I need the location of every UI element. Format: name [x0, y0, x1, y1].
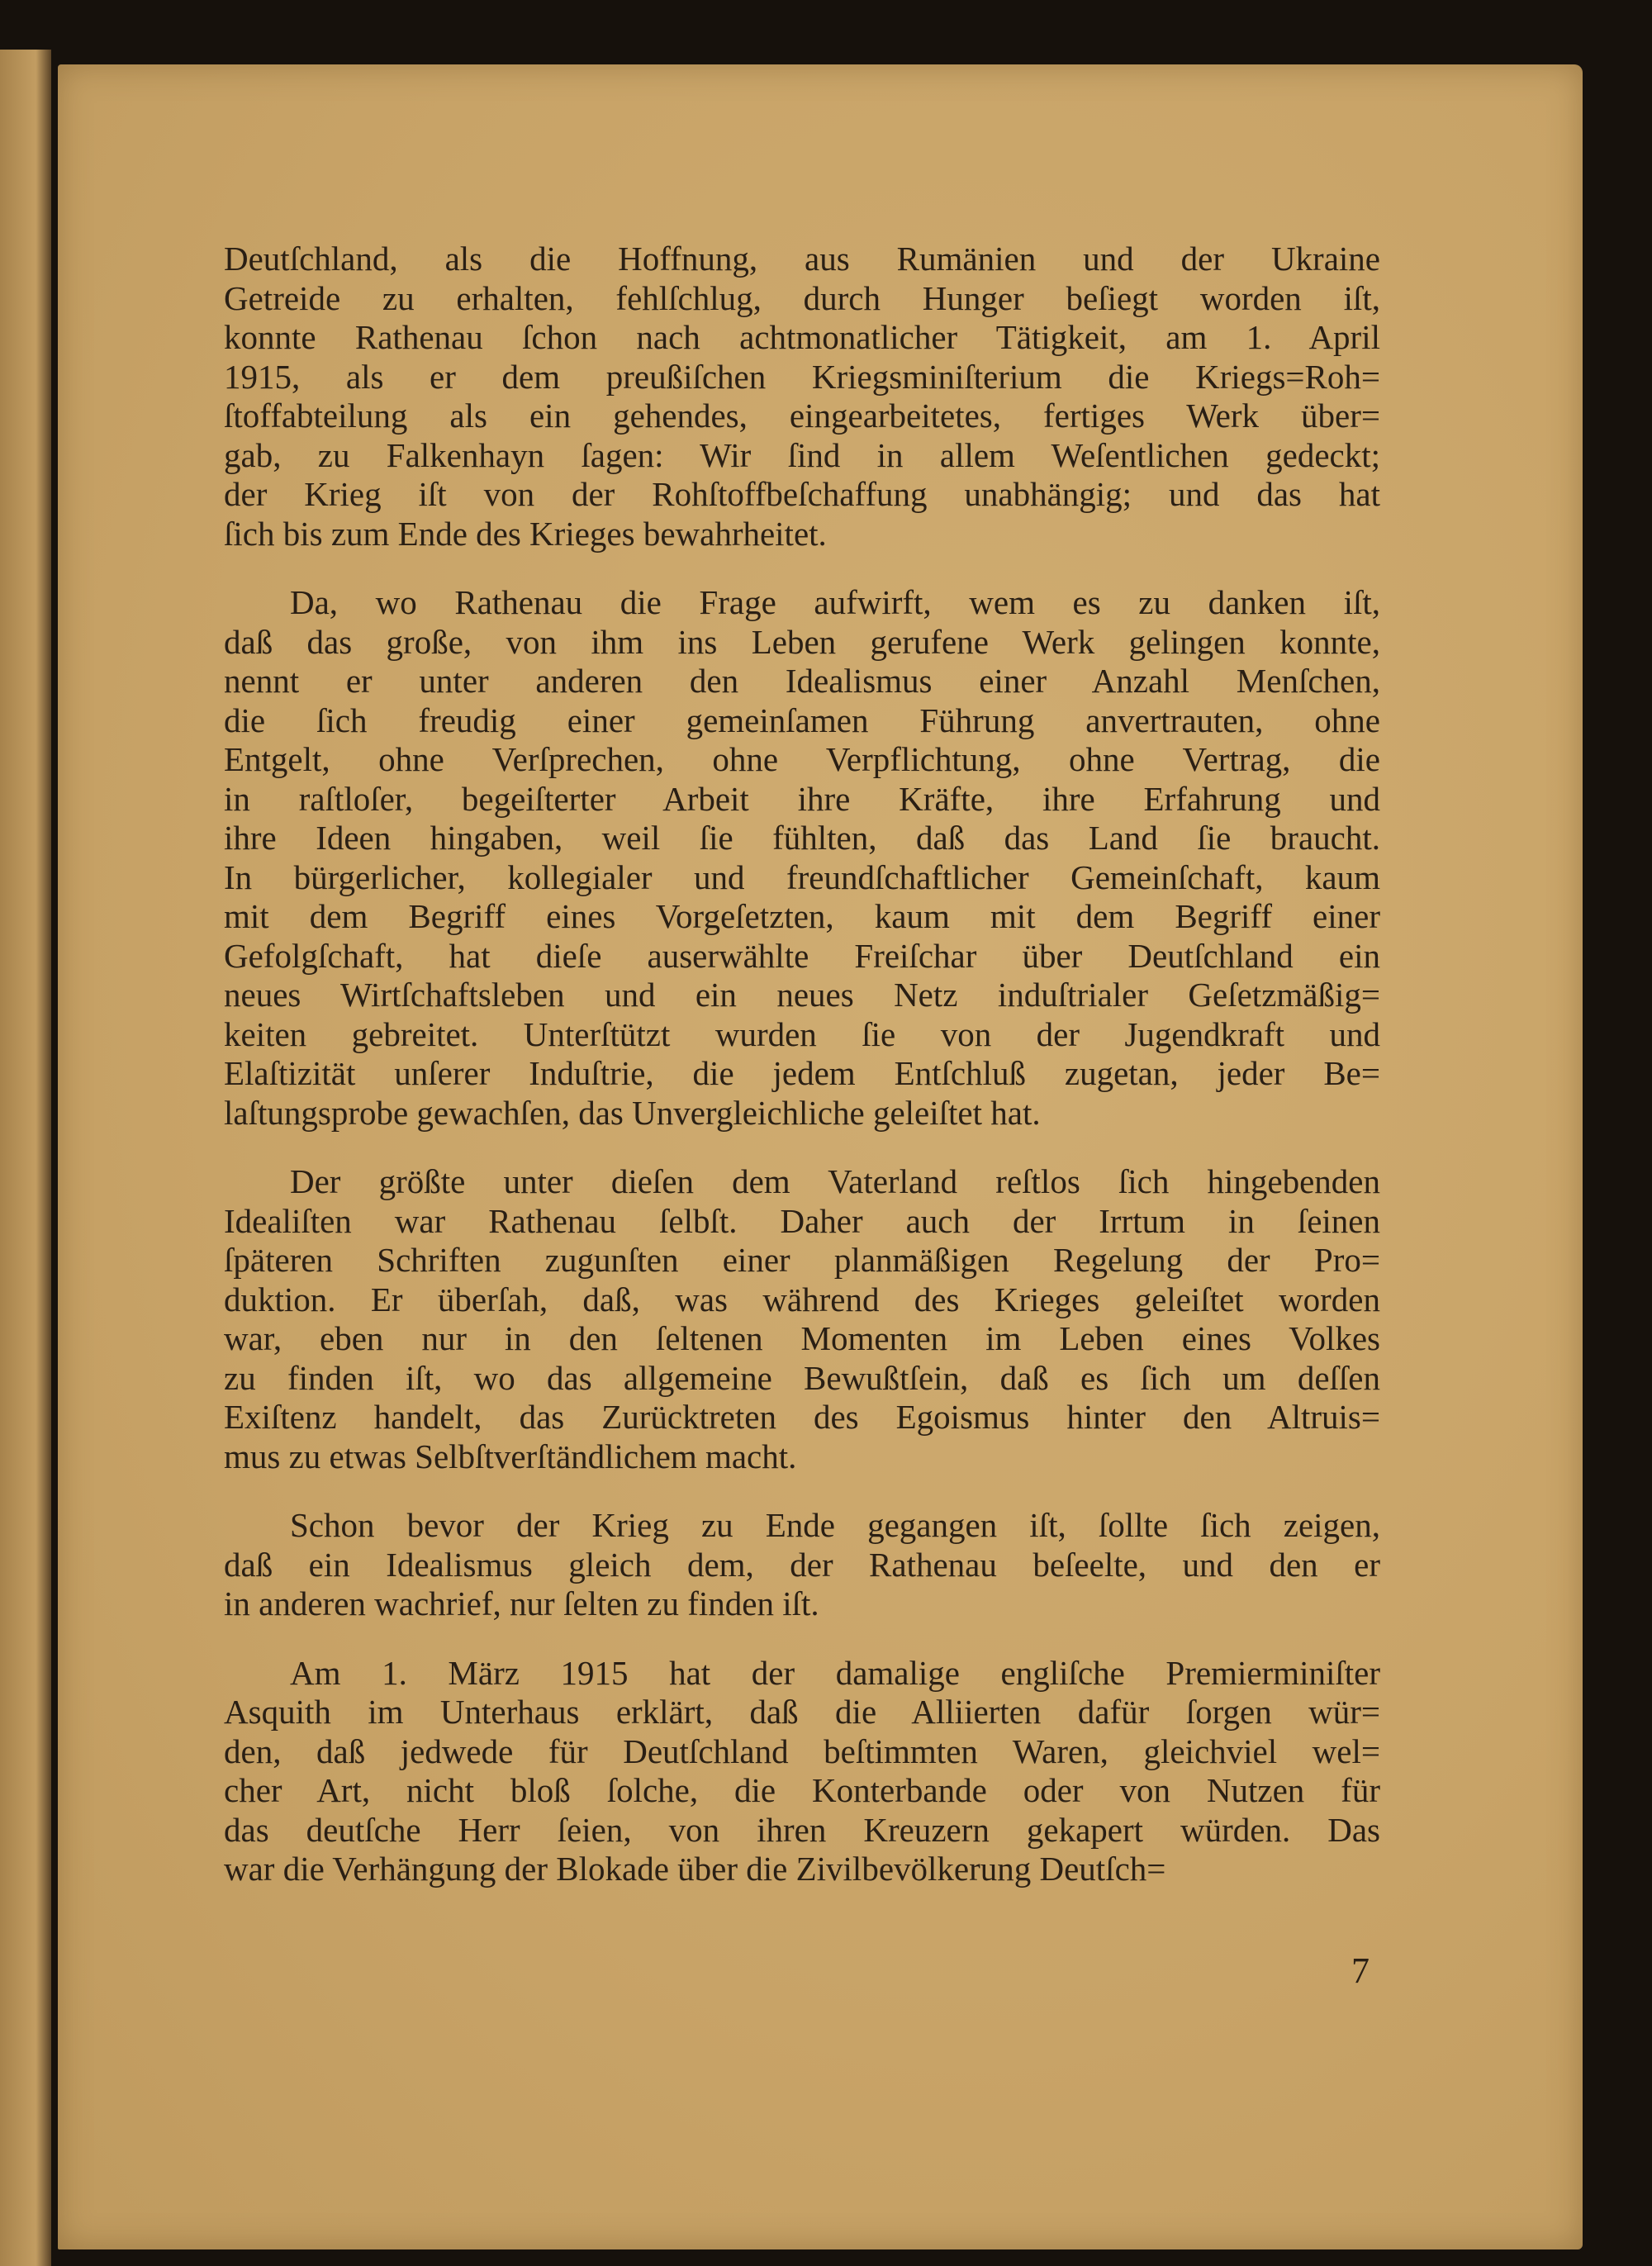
text-line: daß ein Idealismus gleich dem, der Rathenau beſeelte, und den er: [224, 1545, 1380, 1584]
text-line: 1915, als er dem preußiſchen Kriegsminiſterium die Kriegs=Roh=: [224, 357, 1380, 396]
text-line: cher Art, nicht bloß ſolche, die Konterbande oder von Nutzen für: [224, 1771, 1380, 1809]
text-line: Deutſchland, als die Hoffnung, aus Rumänien und der Ukraine: [224, 240, 1380, 278]
text-line: keiten gebreitet. Unterſtützt wurden ſie von der Jugendkraft und: [224, 1014, 1380, 1053]
text-line: konnte Rathenau ſchon nach achtmonatlicher Tätigkeit, am 1. April: [224, 318, 1380, 356]
text-line: Da, wo Rathenau die Frage aufwirft, wem es zu danken iſt,: [290, 583, 1380, 621]
text-line: in anderen wachrief, nur ſelten zu finden iſt.: [224, 1584, 819, 1622]
paragraph: [224, 240, 1380, 553]
paragraph: [224, 1162, 1380, 1476]
text-line: Gefolgſchaft, hat dieſe auserwählte Freiſchar über Deutſchland ein: [224, 936, 1380, 975]
text-line: Am 1. März 1915 hat der damalige engliſche Premierminiſter: [290, 1653, 1380, 1692]
page-number: 7: [1351, 1950, 1370, 1991]
body-text: [224, 240, 1380, 1919]
text-line: Getreide zu erhalten, fehlſchlug, durch Hunger beſiegt worden iſt,: [224, 278, 1380, 317]
text-line: ſpäteren Schriften zugunſten einer planmäßigen Regelung der Pro=: [224, 1241, 1380, 1279]
text-line: Elaſtizität unſerer Induſtrie, die jedem Entſchluß zugetan, jeder Be=: [224, 1054, 1380, 1092]
paragraph: [224, 583, 1380, 1133]
text-line: mus zu etwas Selbſtverſtändlichem macht.: [224, 1437, 797, 1475]
text-line: gab, zu Falkenhayn ſagen: Wir ſind in allem Weſentlichen gedeckt;: [224, 435, 1380, 474]
text-line: den, daß jedwede für Deutſchland beſtimmten Waren, gleichviel wel=: [224, 1732, 1380, 1770]
text-line: duktion. Er überſah, daß, was während des Krieges geleiſtet worden: [224, 1280, 1380, 1318]
text-line: ihre Ideen hingaben, weil ſie fühlten, daß das Land ſie braucht.: [224, 819, 1380, 857]
text-line: ſtoffabteilung als ein gehendes, eingearbeitetes, fertiges Werk über=: [224, 397, 1380, 435]
text-line: Entgelt, ohne Verſprechen, ohne Verpflichtung, ohne Vertrag, die: [224, 740, 1380, 778]
text-line: daß das große, von ihm ins Leben gerufene Werk gelingen konnte,: [224, 622, 1380, 661]
text-line: Idealiſten war Rathenau ſelbſt. Daher auch der Irrtum in ſeinen: [224, 1201, 1380, 1240]
text-line: war, eben nur in den ſeltenen Momenten im Leben eines Volkes: [224, 1319, 1380, 1357]
text-line: Der größte unter dieſen dem Vaterland reſtlos ſich hingebenden: [290, 1162, 1380, 1200]
text-line: das deutſche Herr ſeien, von ihren Kreuzern gekapert würden. Das: [224, 1810, 1380, 1849]
text-line: der Krieg iſt von der Rohſtoffbeſchaffung unabhängig; und das hat: [224, 475, 1380, 513]
text-line: die ſich freudig einer gemeinſamen Führung anvertrauten, ohne: [224, 701, 1380, 739]
facing-page-edge: [0, 50, 51, 2266]
paragraph: [224, 1506, 1380, 1624]
text-line: Exiſtenz handelt, das Zurücktreten des Egoismus hinter den Altruis=: [224, 1398, 1380, 1436]
text-line: ſich bis zum Ende des Krieges bewahrheitet.: [224, 514, 827, 553]
text-line: Asquith im Unterhaus erklärt, daß die Alliierten dafür ſorgen wür=: [224, 1693, 1380, 1731]
text-line: nennt er unter anderen den Idealismus einer Anzahl Menſchen,: [224, 662, 1380, 700]
text-line: Schon bevor der Krieg zu Ende gegangen iſt, ſollte ſich zeigen,: [290, 1506, 1380, 1544]
text-line: In bürgerlicher, kollegialer und freundſchaftlicher Gemeinſchaft, kaum: [224, 857, 1380, 896]
text-line: neues Wirtſchaftsleben und ein neues Netz induſtrialer Geſetzmäßig=: [224, 976, 1380, 1014]
text-line: laſtungsprobe gewachſen, das Unvergleichliche geleiſtet hat.: [224, 1093, 1041, 1132]
text-line: zu finden iſt, wo das allgemeine Bewußtſein, daß es ſich um deſſen: [224, 1358, 1380, 1397]
text-line: in raſtloſer, begeiſterter Arbeit ihre Kräfte, ihre Erfahrung und: [224, 779, 1380, 818]
paragraph: [224, 1654, 1380, 1889]
text-line: war die Verhängung der Blokade über die Zivilbevölkerung Deutſch=: [224, 1850, 1166, 1888]
text-line: mit dem Begriff eines Vorgeſetzten, kaum mit dem Begriff einer: [224, 897, 1380, 935]
